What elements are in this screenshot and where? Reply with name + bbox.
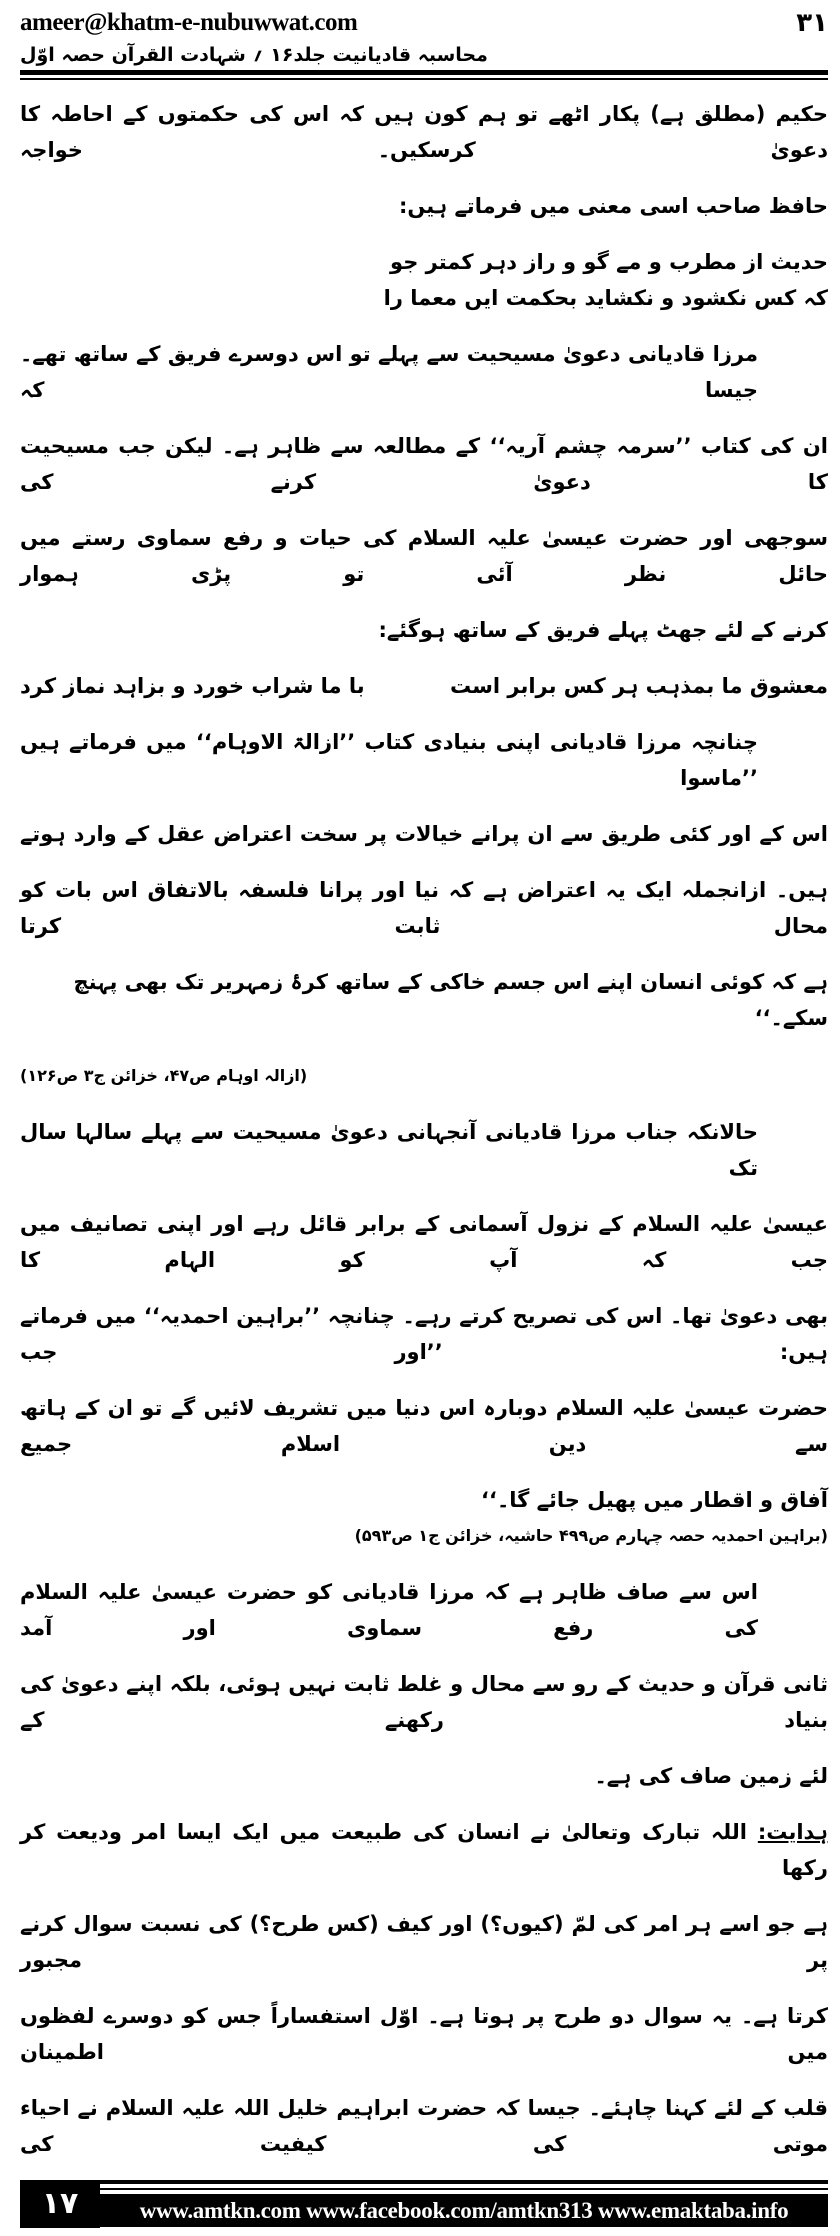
text-line: ان کی کتاب ’’سرمہ چشم آریہ‘‘ کے مطالعہ سے ظاہر ہے۔ لیکن جب مسیحیت کا دعویٰ کرنے کی	[20, 434, 828, 494]
footer-rule-thin	[100, 2188, 828, 2190]
header-email: ameer@khatm-e-nubuwwat.com	[20, 9, 358, 36]
text-line: حضرت عیسیٰ علیہ السلام دوبارہ اس دنیا میں تشریف لائیں گے تو ان کے ہاتھ سے دین اسلام جمیع	[20, 1396, 828, 1456]
text-line: مرزا قادیانی دعویٰ مسیحیت سے پہلے تو اس دوسرے فریق کے ساتھ تھے۔ جیسا کہ	[20, 342, 758, 402]
verse-second-half: کہ کس نکشود و نکشاید بحکمت ایں معما را	[383, 286, 828, 310]
text-line: اس سے صاف ظاہر ہے کہ مرزا قادیانی کو حضرت عیسیٰ علیہ السلام کی رفع سماوی اور آمد	[20, 1580, 758, 1640]
text-line: ثانی قرآن و حدیث کے رو سے محال و غلط ثابت نہیں ہوئی، بلکہ اپنے دعویٰ کی بنیاد رکھنے کے	[20, 1672, 828, 1732]
text-line: ہیں۔ ازانجملہ ایک یہ اعتراض ہے کہ نیا اور پرانا فلسفہ بالاتفاق اس بات کو محال ثابت کرتا	[20, 878, 828, 938]
quote-end-line	[20, 1472, 828, 1564]
citation-line	[20, 1046, 828, 1104]
text-line: ہے جو اسے ہر امر کی لمّ (کیوں؟) اور کیف (کس طرح؟) کی نسبت سوال کرنے پر مجبور	[20, 1912, 828, 1972]
text-line: سوجھی اور حضرت عیسیٰ علیہ السلام کی حیات و رفع سماوی رستے میں حائل نظر آئی تو پڑی ہموار	[20, 526, 828, 586]
verse-first-half: معشوق ما بمذہب ہر کس برابر است	[450, 674, 828, 698]
footer-right	[100, 2180, 828, 2228]
text-line: لئے زمین صاف کی ہے۔	[594, 1764, 828, 1788]
page-header	[20, 8, 828, 66]
text-line: بھی دعویٰ تھا۔ اس کی تصریح کرتے رہے۔ چنانچہ ’’براہین احمدیہ‘‘ میں فرماتے ہیں: ’’اور جب	[20, 1304, 828, 1364]
text-line: حکیم (مطلق ہے) پکار اٹھے تو ہم کون ہیں کہ اس کی حکمتوں کے احاطہ کا دعویٰ کرسکیں۔ خواجہ	[20, 102, 828, 162]
text-line: حالانکہ جناب مرزا قادیانی آنجہانی دعویٰ مسیحیت سے پہلے سالہا سال تک	[20, 1120, 758, 1180]
text-line: ہے کہ کوئی انسان اپنے اس جسم خاکی کے ساتھ کرۂ زمہریر تک بھی پہنچ سکے۔‘‘	[73, 970, 828, 1030]
verse-line	[20, 234, 828, 326]
text-line: قلب کے لئے کہنا چاہئے۔ جیسا کہ حضرت ابراہیم خلیل اللہ علیہ السلام نے احیاء موتی کی کیفیت کی	[20, 2096, 828, 2156]
text-line: کرنے کے لئے جھٹ پہلے فریق کے ساتھ ہوگئے:	[378, 618, 828, 642]
text-line: چنانچہ مرزا قادیانی اپنی بنیادی کتاب ’’ازالۃ الاوہام‘‘ میں فرماتے ہیں ’’ماسوا	[20, 730, 758, 790]
footer-links: www.amtkn.com www.facebook.com/amtkn313 www.emaktaba.info	[100, 2194, 828, 2227]
citation: (براہین احمدیہ حصہ چہارم ص۴۹۹ حاشیہ، خزائن ج۱ ص۵۹۳)	[354, 1526, 828, 1545]
text-line	[20, 1804, 828, 1896]
header-rule-thick	[20, 70, 828, 75]
line-text: اللہ تبارک وتعالیٰ نے انسان کی طبیعت میں ایک ایسا امر ودیعت کر رکھا	[20, 1820, 828, 1880]
verse-first-half: حدیث از مطرب و مے گو و راز دہر کمتر جو	[390, 250, 828, 274]
verse-second-half: با ما شراب خورد و بزاہد نماز کرد	[20, 674, 365, 698]
section-heading: ہدایت:	[757, 1820, 828, 1844]
text-line: اس کے اور کئی طریق سے ان پرانے خیالات پر سخت اعتراض عقل کے وارد ہوتے	[20, 822, 828, 846]
body-text	[20, 80, 828, 2172]
header-book-title: محاسبہ قادیانیت جلد۱۶ ؍ شہادت القرآن حصہ اوّل	[20, 44, 488, 66]
text-line: کرتا ہے۔ یہ سوال دو طرح پر ہوتا ہے۔ اوّل استفساراً جس کو دوسرے لفظوں میں اطمینان	[20, 2004, 828, 2064]
citation: (ازالہ اوہام ص۴۷، خزائن ج۳ ص۱۲۶)	[20, 1066, 308, 1085]
header-page-number: ۳۱	[796, 8, 828, 38]
footer-page-number: ۱۷	[20, 2180, 100, 2228]
quote-end: آفاق و اقطار میں پھیل جائے گا۔‘‘	[480, 1488, 828, 1512]
verse-line	[20, 658, 828, 714]
page-footer	[20, 2180, 828, 2228]
text-line: عیسیٰ علیہ السلام کے نزول آسمانی کے برابر قائل رہے اور اپنی تصانیف میں جب کہ آپ کو الہام کا	[20, 1212, 828, 1272]
footer-rule-thick	[100, 2180, 828, 2184]
text-line: حافظ صاحب اسی معنی میں فرماتے ہیں:	[399, 194, 828, 218]
